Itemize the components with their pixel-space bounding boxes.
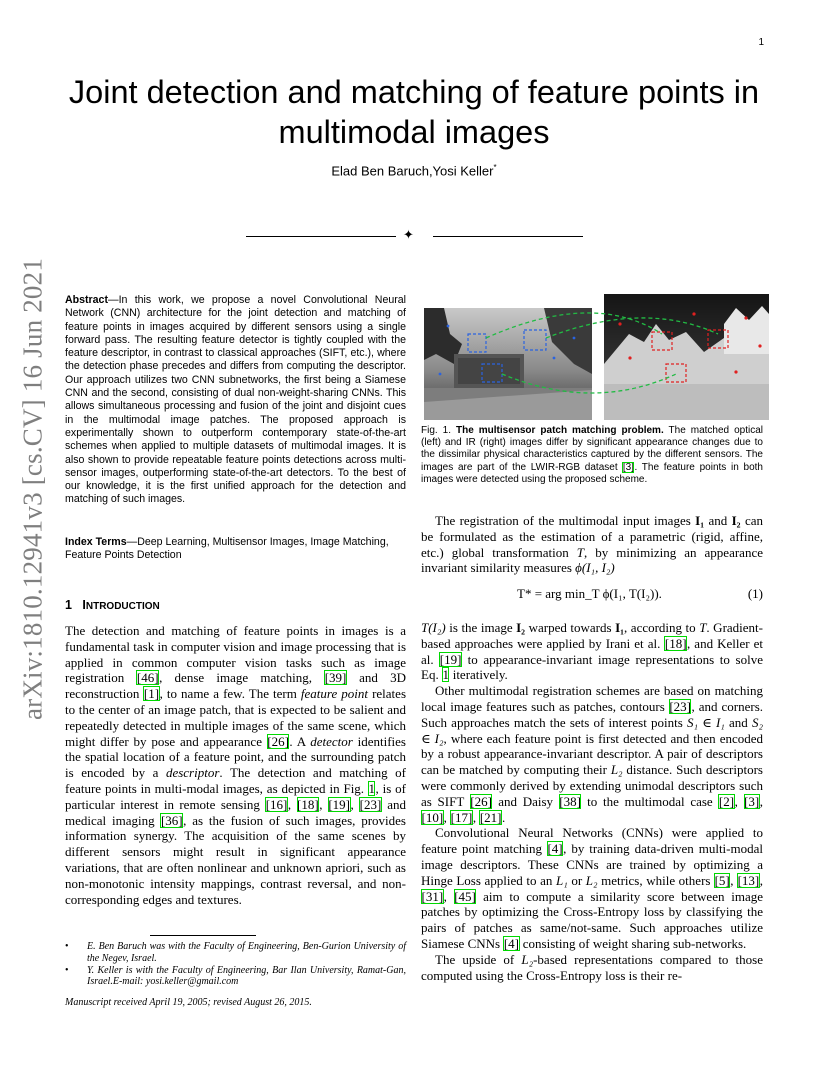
intro-paragraph: The detection and matching of feature points in images is a fundamental task in computer vision and image processing that is applied in common computer vision tasks such as image registration [46], dense image matching, [39] and 3D reconstruction [1], to name a few. The term feature point relates to the center of an image patch, that is expected to be salient and repeatedly detected in multiple images of the same scene, which might differ by pose and appearance [26]. A detector identifies the spatial location of a feature point, and the surrounding patch is encoded by a descriptor. The detection and matching of feature points in multi-modal images, as depicted in Fig. 1, is of particular interest in remote sensing [16], [18], [19], [23] and medical imaging [36], as the fusion of such images, provides information synergy. The acquisition of the same scenes by different sensors might result in significant appearance variations, that are often nonlinear and unknown apriori, such as non-monotonic intensity mappings, contrast reversal, and non-corresponding edges and textures. <box>65 623 406 907</box>
citation-link[interactable]: [23] <box>669 698 691 714</box>
paragraph: The upside of L₂-based representations compared to those computed using the Cross-Entropy loss is their re- <box>421 951 763 983</box>
citation-link[interactable]: [5] <box>714 872 730 888</box>
figure-ref-link[interactable]: 1 <box>368 780 375 796</box>
optical-image <box>424 308 592 420</box>
footnote-rule <box>150 935 256 936</box>
ir-image <box>604 294 769 420</box>
section-heading-introduction <box>65 598 160 612</box>
citation-link[interactable]: [4] <box>547 841 563 857</box>
citation-link[interactable]: [17] <box>450 809 473 825</box>
manuscript-note: Manuscript received April 19, 2005; revised August 26, 2015. <box>65 997 312 1008</box>
citation-link[interactable]: [21] <box>479 809 502 825</box>
index-terms-label: Index Terms <box>65 536 127 548</box>
divider-star-icon: ✦ <box>403 228 414 243</box>
citation-link[interactable]: [4] <box>503 935 520 951</box>
section-number: 1 <box>65 598 72 612</box>
index-terms <box>65 536 406 563</box>
equation-number: (1) <box>747 586 763 601</box>
paragraph: T(I₂) is the image I₂ warped towards I₁, according to T. Gradient-based approaches were applied by Irani et al. [18], and Keller et al. [19] to appearance-invariant image representations to solve Eq. 1 iteratively. <box>421 620 763 683</box>
paragraph: The registration of the multimodal input images I₁ and I₂ can be formulated as the estimation of a parametric (rigid, affine, etc.) global transformation T, by minimizing an appearance invariant similarity measures ϕ(I₁, I₂) <box>421 513 763 576</box>
divider-line-left <box>246 236 396 237</box>
title-divider <box>246 228 583 243</box>
abstract <box>65 294 406 507</box>
citation-link[interactable]: [46] <box>136 670 159 686</box>
arxiv-stamp <box>10 257 56 721</box>
right-column-text <box>421 513 763 576</box>
citation-link[interactable]: [13] <box>737 872 760 888</box>
citation-link[interactable]: [19] <box>328 796 351 812</box>
footnote-item: • Y. Keller is with the Faculty of Engineering, Bar Ilan University, Ramat-Gan, Israel.E-mail: yosi.keller@gmail.com <box>65 964 406 988</box>
citation-link[interactable]: [36] <box>160 812 183 828</box>
divider-line-right <box>433 236 583 237</box>
footnote-item: • E. Ben Baruch was with the Faculty of Engineering, Ben-Gurion University of the Negev, Israel. <box>65 941 406 964</box>
bullet-icon: • <box>65 941 69 952</box>
abstract-text: —In this work, we propose a novel Convolutional Neural Network (CNN) architecture for the joint detection and matching of feature points in images acquired by different sensors using a single forward pass. The resulting feature detector is tightly coupled with the feature descriptor, in contrast to classical approaches (SIFT, etc.), where the detection phase precedes and differs from computing the descriptor. Our approach utilizes two CNN subnetworks, the first being a Siamese CNN and the second, consisting of dual non-weight-sharing CNNs. This allows simultaneous processing and fusion of the joint and disjoint cues in the multimodal image patches. The proposed approach is experimentally shown to outperform contemporary state-of-the-art schemes when applied to multiple datasets of multimodal images. It is also shown to provide repeatable feature points detections across multi-sensor images, outperforming state-of-the-art detectors. To the best of our knowledge, it is the first unified approach for the detection and matching of such images. <box>65 294 406 506</box>
author-mark: * <box>493 163 497 172</box>
citation-link[interactable]: [31] <box>421 888 444 904</box>
citation-link[interactable]: [26] <box>470 793 492 809</box>
citation-link[interactable]: [18] <box>664 635 687 651</box>
abstract-label: Abstract <box>65 294 108 306</box>
author-line <box>0 163 828 178</box>
paper-title: Joint detection and matching of feature points in multimodal images <box>68 74 760 150</box>
section-title-rest: NTRODUCTION <box>85 601 160 612</box>
citation-link[interactable]: [2] <box>718 793 735 809</box>
page-number: 1 <box>758 37 764 48</box>
citation-link[interactable]: [23] <box>359 796 382 812</box>
paragraph: Other multimodal registration schemes are based on matching local image features such as patches, contours [23], and corners. Such approaches match the sets of interest points S₁ ∈ I₁ and S₂ ∈ I₂, where each feature point is first detected and then encoded by a robust appearance-invariant descriptor. A pair of descriptors can be matched by computing their L₂ distance. Such descriptors were commonly derived by extending unimodal descriptors such as SIFT [26] and Daisy [38] to the multimodal case [2], [3], [10], [17], [21]. <box>421 683 764 825</box>
paragraph: Convolutional Neural Networks (CNNs) were applied to feature point matching [4], by training data-driven multi-modal image descriptors. These CNNs are trained by optimizing a Hinge Loss applied to an L₁ or L₂ metrics, while others [5], [13], [31], [45] aim to compute a similarity score between image patches by optimizing the Cross-Entropy loss by classifying the pairs of patches as same/not-same. Such approaches utilize Siamese CNNs [4] consisting of weight sharing sub-networks. <box>421 825 764 951</box>
citation-link[interactable]: [19] <box>439 651 462 667</box>
author-names: Elad Ben Baruch,Yosi Keller <box>331 163 494 179</box>
term-descriptor: descriptor <box>165 765 220 781</box>
section-initial: I <box>82 598 86 612</box>
citation-link[interactable]: [10] <box>421 809 444 825</box>
equation-body: T* = arg min_T ϕ(I₁, T(I₂)). <box>517 586 662 601</box>
term-detector: detector <box>310 733 353 749</box>
index-terms-text: —Deep Learning, Multisensor Images, Image Matching, Feature Points Detection <box>65 536 389 562</box>
figure-multisensor-matching <box>424 294 769 420</box>
equation-1 <box>421 586 763 608</box>
citation-link[interactable]: [16] <box>265 796 288 812</box>
term-feature-point: feature point <box>300 686 369 702</box>
citation-link[interactable]: [45] <box>454 888 476 904</box>
equation-ref-link[interactable]: 1 <box>442 667 449 683</box>
bullet-icon: • <box>65 964 69 976</box>
footnotes <box>65 941 406 988</box>
right-column-text-continued <box>421 620 763 983</box>
citation-link[interactable]: [3] <box>744 793 760 809</box>
citation-link[interactable]: [26] <box>267 733 289 749</box>
caption-title: The multisensor patch matching problem. <box>455 425 664 436</box>
citation-link[interactable]: [1] <box>143 686 160 702</box>
citation-link[interactable]: [3] <box>622 461 634 473</box>
figure-caption: Fig. 1. The multisensor patch matching problem. The matched optical (left) and IR (right) images differ by significant appearance changes due to the dissimilar physical characteristics captured by the different sensors. The images are part of the LWIR-RGB dataset [3]. The feature points in both images were detected using the proposed scheme. <box>421 425 763 485</box>
arxiv-stamp-text: arXiv:1810.12941v3 [cs.CV] 16 Jun 2021 <box>17 257 48 721</box>
citation-link[interactable]: [18] <box>297 796 319 812</box>
citation-link[interactable]: [38] <box>559 793 581 809</box>
citation-link[interactable]: [39] <box>324 670 347 686</box>
caption-label: Fig. 1. <box>421 425 451 436</box>
